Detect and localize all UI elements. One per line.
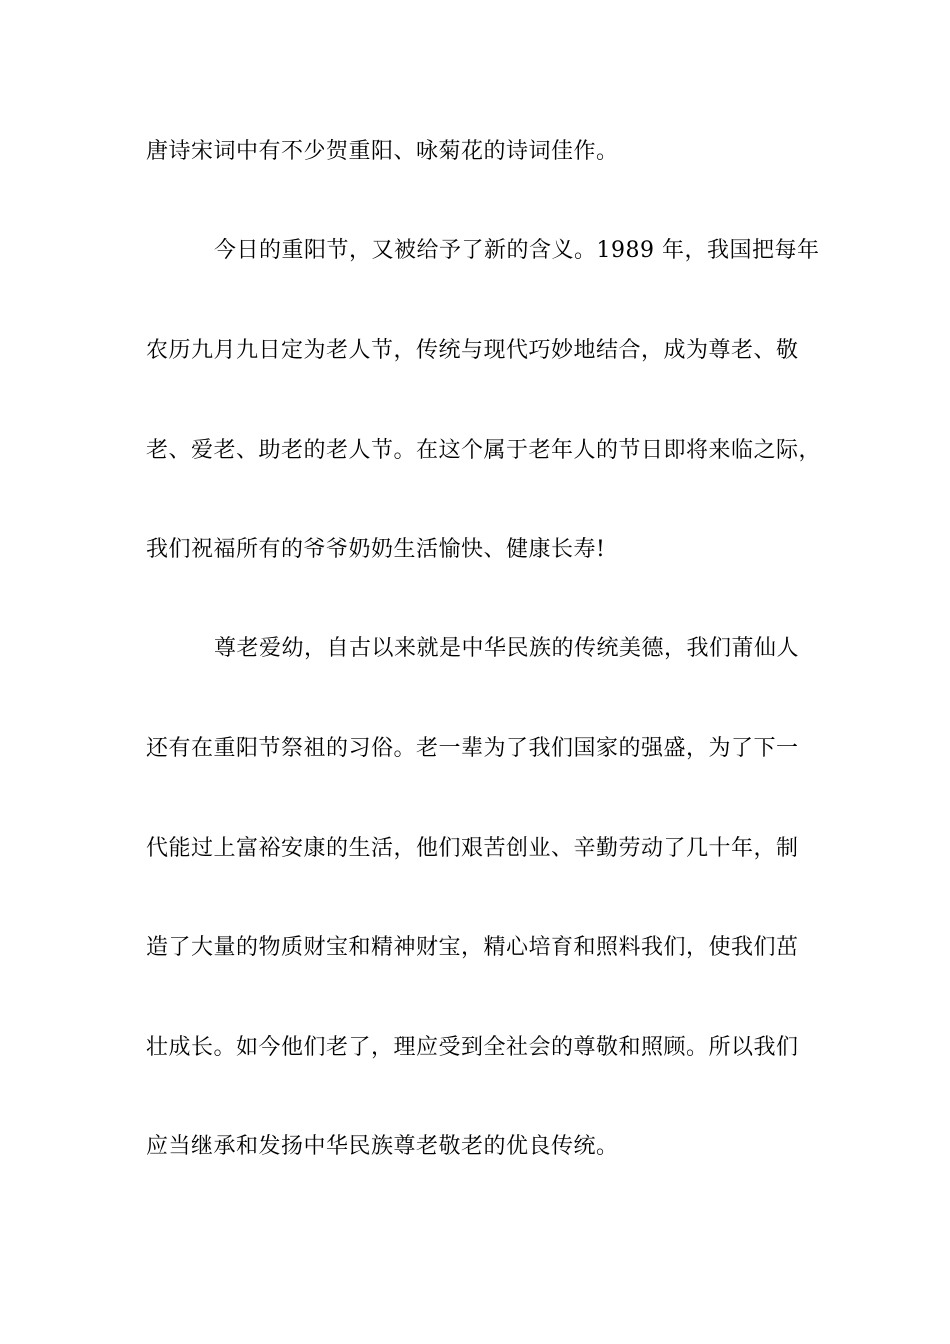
paragraph-2-line-2: 农历九月九日定为老人节，传统与现代巧妙地结合，成为尊老、敬	[146, 338, 799, 363]
paragraph-2-line-1: 今日的重阳节，又被给予了新的含义。1989 年，我国把每年	[214, 238, 820, 263]
paragraph-1-line-1: 唐诗宋词中有不少贺重阳、咏菊花的诗词佳作。	[146, 139, 619, 164]
paragraph-3-line-1: 尊老爱幼，自古以来就是中华民族的传统美德，我们莆仙人	[214, 636, 800, 661]
paragraph-3-line-5: 壮成长。如今他们老了，理应受到全社会的尊敬和照顾。所以我们	[146, 1035, 799, 1060]
paragraph-2-line-3: 老、爱老、助老的老人节。在这个属于老年人的节日即将来临之际，	[146, 438, 822, 463]
paragraph-3-line-6: 应当继承和发扬中华民族尊老敬老的优良传统。	[146, 1134, 619, 1159]
paragraph-3-line-3: 代能过上富裕安康的生活，他们艰苦创业、辛勤劳动了几十年，制	[146, 836, 799, 861]
paragraph-3-line-4: 造了大量的物质财宝和精神财宝，精心培育和照料我们，使我们茁	[146, 935, 799, 960]
paragraph-2-line-4: 我们祝福所有的爷爷奶奶生活愉快、健康长寿!	[146, 537, 606, 562]
paragraph-3-line-2: 还有在重阳节祭祖的习俗。老一辈为了我们国家的强盛，为了下一	[146, 736, 799, 761]
